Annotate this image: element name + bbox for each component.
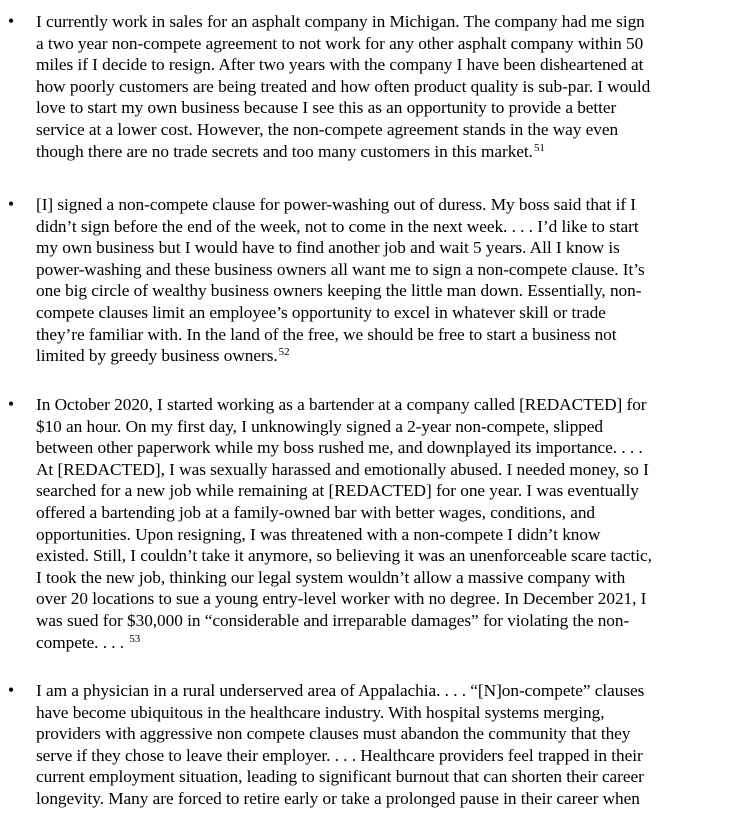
bullet-icon: • (8, 11, 15, 31)
footnote-marker: 53 (129, 632, 141, 645)
text-line: didn’t sign before the end of the week, not to come in the next week. . . . I’d like to start (36, 216, 639, 236)
text-line: was sued for $30,000 in “considerable and irreparable damages” for violating the non- (36, 611, 630, 630)
text-line: they’re familiar with. In the land of the free, we should be free to start a business not (36, 324, 617, 344)
text-line: limited by greedy business owners. (36, 346, 278, 366)
text-line: searched for a new job while remaining at [REDACTED] for one year. I was eventually (36, 481, 639, 501)
text-line: existed. Still, I couldn’t take it anymore, so believing it was an unenforceable scare tactic, (36, 546, 652, 566)
text-line: compete clauses limit an employee’s opportunity to excel in whatever skill or trade (36, 303, 606, 322)
text-line: love to start my own business because I see this as an opportunity to provide a better (36, 98, 617, 118)
bullet-icon: • (8, 194, 15, 214)
text-line: providers with aggressive non compete clauses must abandon the community that they (36, 724, 631, 744)
text-line: serve if they chose to leave their employer. . . . Healthcare providers feel trapped in their (36, 745, 643, 765)
text-line: longevity. Many are forced to retire early or take a prolonged pause in their career when (36, 789, 640, 808)
text-line: At [REDACTED], I was sexually harassed and emotionally abused. I needed money, so I (36, 459, 649, 479)
text-line: power-washing and these business owners all want me to sign a non-compete clause. It’s (36, 259, 645, 279)
text-line: how poorly customers are being treated and how often product quality is sub-par. I would (36, 76, 651, 96)
text-line: between other paperwork while my boss rushed me, and downplayed its importance. . . . (36, 438, 643, 458)
text-line: service at a lower cost. However, the non-compete agreement stands in the way even (36, 120, 619, 139)
bullet-icon: • (8, 394, 15, 414)
footnote-marker: 52 (278, 346, 290, 359)
text-line: though there are no trade secrets and too many customers in this market. (36, 141, 533, 161)
text-line: my own business but I would have to find another job and wait 5 years. All I know is (36, 238, 620, 258)
text-line: miles if I decide to resign. After two years with the company I have been disheartened at (36, 55, 644, 75)
text-line: one big circle of wealthy business owners keeping the little man down. Essentially, non- (36, 281, 642, 301)
text-line: I currently work in sales for an asphalt company in Michigan. The company had me sign (36, 12, 645, 31)
text-line: current employment situation, leading to significant burnout that can shorten their career (36, 767, 644, 787)
text-line: I took the new job, thinking our legal system wouldn’t allow a massive company with (36, 567, 626, 587)
text-line-last (36, 141, 545, 163)
text-line: opportunities. Upon resigning, I was threatened with a non-compete I didn’t know (36, 524, 601, 544)
text-line: compete. . . . (36, 632, 129, 652)
text-line: $10 an hour. On my first day, I unknowingly signed a 2-year non-compete, slipped (36, 416, 603, 436)
text-line: have become ubiquitous in the healthcare industry. With hospital systems merging, (36, 702, 605, 722)
text-line: I am a physician in a rural underserved area of Appalachia. . . . “[N]on-compete” clauses (36, 681, 645, 700)
text-line: offered a bartending job at a family-owned bar with better wages, conditions, and (36, 503, 596, 522)
text-line: [I] signed a non-compete clause for power-washing out of duress. My boss said that if I (36, 195, 636, 214)
text-line: a two year non-compete agreement to not work for any other asphalt company within 50 (36, 33, 644, 53)
footnote-marker: 51 (533, 141, 545, 154)
text-line-last (36, 632, 140, 654)
bullet-icon: • (8, 680, 15, 700)
text-line-last (36, 345, 290, 367)
text-line: In October 2020, I started working as a bartender at a company called [REDACTED] for (36, 395, 647, 414)
text-line: over 20 locations to sue a young entry-level worker with no degree. In December 2021, I (36, 589, 647, 609)
